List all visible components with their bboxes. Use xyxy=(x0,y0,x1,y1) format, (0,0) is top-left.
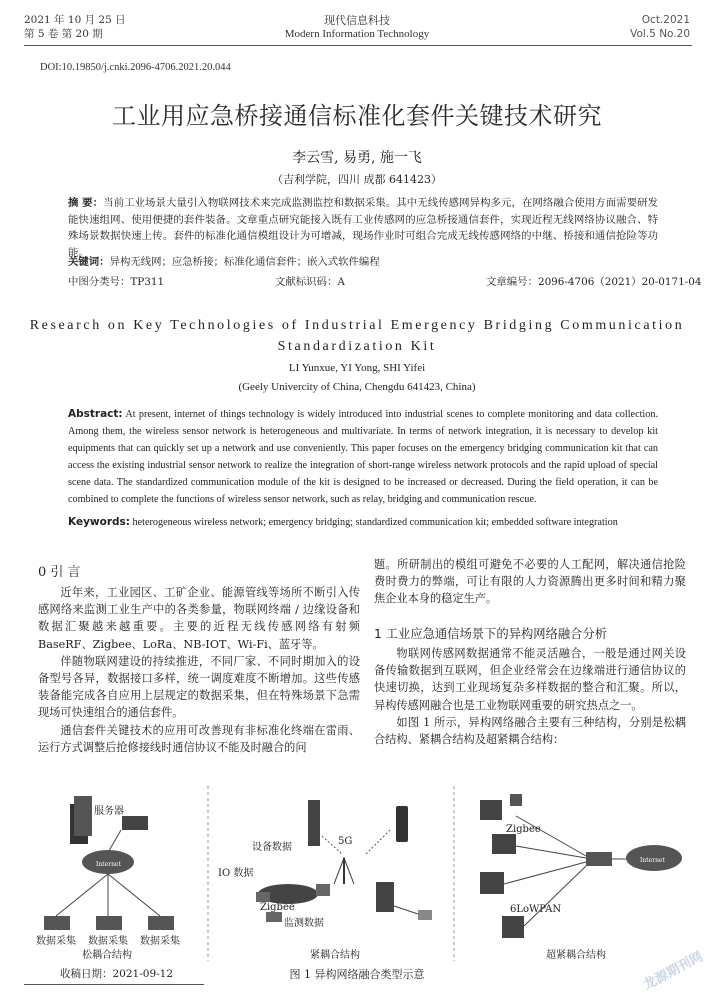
gateway-icon xyxy=(316,884,330,896)
authors-en: LI Yunxue, YI Yong, SHI Yifei xyxy=(288,362,426,374)
document-code-value: A xyxy=(337,276,345,288)
label-zigbee-mid: Zigbee xyxy=(260,902,295,913)
figure-1-graphic xyxy=(26,776,690,968)
header-date-en: Oct.2021 xyxy=(641,14,690,26)
abstract-en-label: Abstract: xyxy=(68,408,123,420)
label-internet-left: Internet xyxy=(96,861,121,868)
header-volume-cn: 第 5 卷 第 20 期 xyxy=(24,28,103,40)
clc-value: TP311 xyxy=(130,276,165,288)
section-1-paragraph-2: 如图 1 所示，异构网络融合主要有三种结构，分别是松耦合结构、紧耦合结构及超紧耦合结构： xyxy=(374,715,686,747)
printer-link xyxy=(394,906,418,914)
doi: DOI:10.19850/j.cnki.2096-4706.2021.20.044 xyxy=(40,62,231,73)
collector-2-icon xyxy=(96,916,122,930)
abstract-cn-label: 摘 要： xyxy=(68,197,104,209)
abstract-cn-text: 当前工业场景大量引入物联网技术来完成监测监控和数据采集。其中无线传感网异构多元，在网络融合使用方面需要研发能快速组网、使用便捷的套件装备。文章重点研究能接入既有工业传感网的应急桥接通信套件，实现近程无线网络协议融合、特殊场景数据快速上传。套件的标准化通信模组设计为可增减，现场作业时可组合完成无线传感网络的中继、桥接和通信抢险等功能。 xyxy=(68,197,659,259)
received-date: 收稿日期：2021-09-12 xyxy=(60,968,174,980)
link-1 xyxy=(516,816,586,856)
clc-label: 中图分类号： xyxy=(68,276,131,288)
section-1-body xyxy=(374,645,686,748)
affiliation-cn: （吉利学院，四川 成都 641423） xyxy=(272,173,442,186)
router-icon xyxy=(122,816,148,830)
keywords-cn xyxy=(68,254,658,271)
collector-3-icon xyxy=(148,916,174,930)
abstract-cn xyxy=(68,195,658,261)
switch-icon xyxy=(586,852,612,866)
abstract-en xyxy=(68,406,658,508)
header-journal-en: Modern Information Technology xyxy=(284,28,430,40)
cabinet-2-icon xyxy=(492,834,516,854)
page-title: 工业用应急桥接通信标准化套件关键技术研究 xyxy=(112,102,602,130)
document-code-label: 文献标识码： xyxy=(275,276,338,288)
caption-loose: 松耦合结构 xyxy=(82,950,132,961)
right-column-continuation xyxy=(374,556,686,608)
keywords-en-label: Keywords: xyxy=(68,516,130,528)
ultra-tight-coupling-diagram xyxy=(480,794,682,938)
link-4 xyxy=(524,866,586,926)
label-device-data: 设备数据 xyxy=(252,842,292,853)
middle-server-icon xyxy=(308,800,320,846)
header-rule xyxy=(24,45,692,46)
right-column-paragraph-0: 题。所研制出的模组可避免不必要的人工配网，解决通信抢险费时费力的弊端，可让有限的人力资源腾出更多时间和精力聚焦企业本身的稳定生产。 xyxy=(374,558,686,606)
mobile-phone-icon xyxy=(396,806,408,842)
figure-1 xyxy=(26,776,690,968)
caption-tight: 紧耦合结构 xyxy=(310,950,360,961)
section-1-paragraph-1: 物联网传感网数据通常不能灵活融合，一般是通过网关设备传输数据到互联网，但企业经常会在边缘端进行通信协议的快速切换，达到工业现场复杂多样数据的整合和汇聚。所以，异构传感网融合也是工业物联网重要的研究热点之一。 xyxy=(374,647,686,712)
label-collect-1: 数据采集 xyxy=(36,936,76,947)
label-io-data: IO 数据 xyxy=(218,868,254,879)
label-5g: 5G xyxy=(338,836,353,847)
link-3 xyxy=(504,862,586,884)
article-number xyxy=(486,274,701,291)
keywords-cn-label: 关键词： xyxy=(68,256,110,268)
title-en-line2: Standardization Kit xyxy=(277,339,437,354)
cabinet-3-icon xyxy=(480,872,504,894)
title-en-line1: Research on Key Technologies of Industrial Emergency Bridging Communication xyxy=(29,318,685,333)
section-0-paragraph-1: 近年来，工业园区、工矿企业、能源管线等场所不断引入传感网络来监测工业生产中的各类参量，物联网终端 / 边缘设备和数据汇聚越来越重要。主要的近程无线传感网络有射频 BaseRF、Zigbee、LoRa、NB-IOT、Wi-Fi、蓝牙等。 xyxy=(38,586,360,651)
article-number-label: 文章编号： xyxy=(486,276,538,288)
caption-ultra-tight: 超紧耦合结构 xyxy=(546,950,606,961)
section-0-body xyxy=(38,584,360,756)
section-0-paragraph-2: 伴随物联网建设的持续推进，不同厂家、不同时期加入的设备型号各异，数据接口多样，统一调度难度不断增加。这些传感装备能完成各自应用上层规定的数据采集，但在特殊场景下急需现场可快速组合的通信套件。 xyxy=(38,654,360,720)
section-0-heading: 0 引 言 xyxy=(38,565,81,580)
link-c xyxy=(108,874,160,916)
label-monitor-data: 监测数据 xyxy=(284,918,324,929)
label-server: 服务器 xyxy=(94,806,124,817)
collector-1-icon xyxy=(44,916,70,930)
header-volume-en: Vol.5 No.20 xyxy=(630,28,690,40)
document-code xyxy=(275,274,345,291)
camera-icon xyxy=(510,794,522,806)
section-0-paragraph-3: 通信套件关键技术的应用可改善现有非标准化终端在雷雨、运行方式调整后抢修接线时通信协议不能及时融合的问 xyxy=(38,723,360,754)
server-rack-2-icon xyxy=(74,796,92,836)
affiliation-en: (Geely Univercity of China, Chengdu 641423, China) xyxy=(238,381,476,393)
figure-1-caption: 图 1 异构网络融合类型示意 xyxy=(289,968,425,981)
clc-number xyxy=(68,274,164,291)
label-internet-right: Internet xyxy=(640,857,665,864)
label-collect-3: 数据采集 xyxy=(140,936,180,947)
keywords-en xyxy=(68,514,658,531)
label-collect-2: 数据采集 xyxy=(88,936,128,947)
monitor-sensor-icon xyxy=(266,912,282,922)
io-sensor-icon xyxy=(256,892,270,902)
edge-device-icon xyxy=(376,882,394,912)
cabinet-4-icon xyxy=(502,916,524,938)
label-6lowpan: 6LoWPAN xyxy=(510,904,562,915)
footer-rule xyxy=(24,984,204,985)
printer-icon xyxy=(418,910,432,920)
link-2 xyxy=(516,846,586,858)
label-zigbee-right: Zigbee xyxy=(506,824,541,835)
header-date-cn: 2021 年 10 月 25 日 xyxy=(24,14,126,26)
header-journal-cn: 现代信息科技 xyxy=(324,14,390,27)
abstract-en-text: At present, internet of things technology is widely introduced into industrial scenes to complete monitoring and data collection. Among them, the wireless sensor network is heterogeneous and multivariate. In terms of network integration, it is necessary to develop kit equipments that can quickly set up a network and use conveniently. This paper focuses on the emergency bridging communication kit that can access the existing industrial sensor network to realize the integration of short-range wireless network protocols and the rapid upload of special scene data. The standardized communication module of the kit is designed to be increased or decreased. During the field operation, it can be combined to complete the functions of wireless sensor network, such as relay, bridging and communication rescue. xyxy=(68,409,658,505)
keywords-cn-text: 异构无线网；应急桥接；标准化通信套件；嵌入式软件编程 xyxy=(109,256,380,268)
keywords-en-text: heterogeneous wireless network; emergency bridging; standardized communication kit; embedded software integration xyxy=(129,517,618,528)
section-1-heading: 1 工业应急通信场景下的异构网络融合分析 xyxy=(374,627,608,641)
article-number-value: 2096-4706（2021）20-0171-04 xyxy=(537,276,702,288)
watermark-logo: 龙源期刊网 xyxy=(641,949,706,994)
link-a xyxy=(56,874,108,916)
cabinet-1-icon xyxy=(480,800,502,820)
5g-links xyxy=(322,830,390,854)
authors-cn: 李云雪, 易勇, 施一飞 xyxy=(292,150,422,166)
